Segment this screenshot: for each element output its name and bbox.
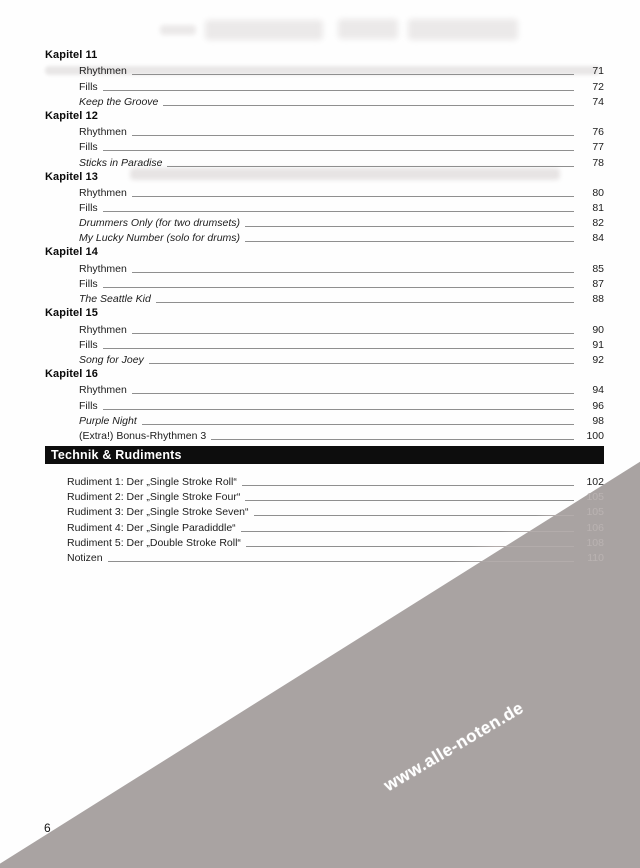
toc-row [45,504,604,519]
toc-row [45,489,604,504]
leader-line [242,485,574,486]
toc-row [45,337,604,352]
leader-line [241,531,574,532]
toc-entry-page-number: 78 [592,156,604,169]
toc-entry-page-number: 80 [592,186,604,199]
leader-line [167,166,574,167]
toc-entry-label: Sticks in Paradise [79,156,163,169]
toc-row [45,139,604,154]
toc-row [45,291,604,306]
toc-entry-label: Fills [79,338,98,351]
toc-entry-page-number: 110 [587,552,604,564]
toc-entry-page-number: 108 [586,536,604,549]
toc-row [45,94,604,109]
toc-entry-label: Rhythmen [79,262,127,275]
toc-entry-label: Fills [79,80,98,93]
toc-entry-label: Rhythmen [79,65,127,78]
leader-line [103,348,574,349]
leader-line [103,211,574,212]
toc-row [45,261,604,276]
toc-entry-page-number: 105 [586,491,604,504]
toc-entry-label: Rudiment 5: Der „Double Stroke Roll“ [67,536,241,549]
toc-row [45,124,604,139]
toc-entry-page-number: 92 [592,353,604,366]
toc-entry-page-number: 91 [592,338,604,351]
leader-line [254,515,575,516]
toc-row [45,352,604,367]
toc-entry-label: Rudiment 4: Der „Single Paradiddle“ [67,521,236,534]
toc-entry-page-number: 106 [586,521,604,534]
leader-line [132,74,574,75]
toc-entry-label: Rhythmen [79,384,127,397]
toc-entry-label: Song for Joey [79,353,144,366]
leader-line [103,90,574,91]
chapter-heading: Kapitel 13 [45,170,98,183]
toc-entry-page-number: 74 [592,95,604,108]
chapter-heading: Kapitel 15 [45,307,98,320]
chapter-heading: Kapitel 12 [45,109,98,122]
table-of-contents [45,48,604,565]
toc-entry-page-number: 72 [592,80,604,93]
leader-line [149,363,574,364]
page-number: 6 [44,821,51,835]
toc-entry-page-number: 100 [586,429,604,442]
toc-entry-page-number: 84 [592,232,604,245]
leader-line [103,150,574,151]
leader-line [156,302,574,303]
toc-row [45,321,604,336]
toc-entry-page-number: 94 [592,384,604,397]
toc-entry-label: Notizen [67,552,103,564]
toc-entry-label: My Lucky Number (solo for drums) [79,232,241,245]
toc-entry-label: Rudiment 2: Der „Single Stroke Four“ [67,491,241,504]
toc-entry-page-number: 81 [592,202,604,215]
toc-row [45,78,604,93]
toc-entry-label: Fills [79,141,98,154]
toc-entry-label: Fills [79,202,98,215]
leader-line [132,333,574,334]
toc-entry-page-number: 82 [592,217,604,230]
leader-line [108,561,574,562]
toc-row [45,474,604,489]
leader-line [132,393,574,394]
toc-row [45,535,604,550]
toc-entry-label: Fills [79,278,98,290]
bleed-through-artifact [338,19,398,39]
toc-row [45,230,604,245]
toc-row [45,215,604,230]
toc-entry-label: The Seattle Kid [79,293,151,306]
toc-entry-label: Rhythmen [79,186,127,199]
toc-entry-page-number: 105 [586,506,604,519]
leader-line [132,196,574,197]
chapter-heading: Kapitel 11 [45,49,98,61]
toc-row [45,428,604,443]
toc-row [45,382,604,397]
toc-row [45,200,604,215]
chapter-heading: Kapitel 14 [45,246,98,259]
toc-entry-page-number: 96 [592,399,604,412]
leader-line [103,287,574,288]
toc-entry-label: Rhythmen [79,323,127,336]
bleed-through-artifact [205,20,323,40]
section-header-bar: Technik & Rudiments [45,446,604,464]
watermark: www.alle-noten.de [380,698,527,796]
toc-entry-page-number: 90 [592,323,604,336]
chapter-heading: Kapitel 16 [45,367,98,380]
leader-line [245,500,574,501]
toc-entry-page-number: 98 [592,414,604,427]
leader-line [142,424,574,425]
toc-entry-page-number: 85 [592,262,604,275]
toc-entry-page-number: 88 [592,293,604,306]
toc-row [45,154,604,169]
toc-row [45,550,604,565]
bleed-through-artifact [160,25,196,35]
toc-entry-page-number: 102 [586,476,604,489]
toc-entry-label: Drummers Only (for two drumsets) [79,217,241,230]
leader-line [245,241,574,242]
leader-line [132,272,574,273]
chapter-list [45,48,604,443]
toc-entry-page-number: 87 [592,278,604,290]
toc-row [45,397,604,412]
toc-row [45,63,604,78]
toc-entry-label: Rhythmen [79,126,127,139]
leader-line [245,226,574,227]
leader-line [103,409,574,410]
toc-row [45,519,604,534]
bleed-through-artifact [408,19,518,40]
toc-entry-label: Purple Night [79,414,137,427]
toc-entry-page-number: 71 [592,65,604,78]
rudiments-list [45,474,604,565]
leader-line [211,439,574,440]
toc-row [45,276,604,291]
toc-row [45,185,604,200]
toc-entry-label: Rudiment 3: Der „Single Stroke Seven“ [67,506,249,519]
toc-entry-label: Fills [79,399,98,412]
toc-entry-page-number: 76 [592,126,604,139]
leader-line [246,546,574,547]
toc-entry-label: (Extra!) Bonus-Rhythmen 3 [79,429,207,442]
toc-entry-label: Rudiment 1: Der „Single Stroke Roll“ [67,476,237,489]
toc-entry-label: Keep the Groove [79,95,159,108]
toc-row [45,413,604,428]
leader-line [163,105,574,106]
leader-line [132,135,574,136]
toc-entry-page-number: 77 [592,141,604,154]
